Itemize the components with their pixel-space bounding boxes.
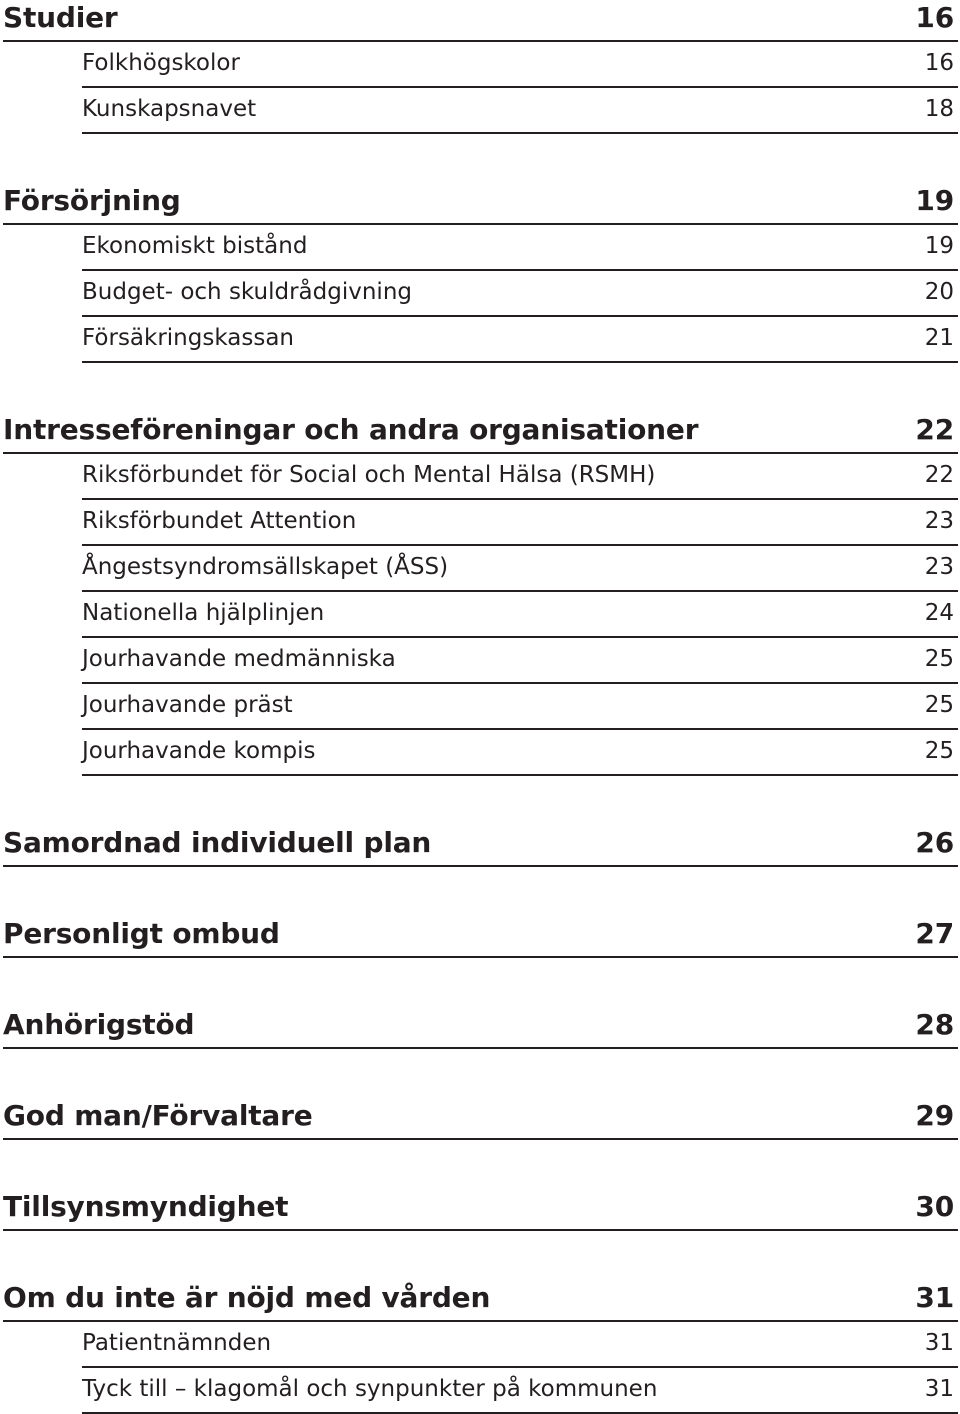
toc-heading-page: 19	[915, 184, 954, 217]
toc-heading-title: Anhörigstöd	[3, 1008, 195, 1041]
toc-entry-label: Patientnämnden	[82, 1330, 272, 1356]
toc-section	[0, 1280, 960, 1414]
toc-entry-label: Försäkringskassan	[82, 325, 294, 351]
toc-entry[interactable]	[82, 638, 958, 684]
toc-heading-page: 31	[915, 1281, 954, 1314]
toc-section	[0, 412, 960, 776]
section-spacer	[0, 1140, 960, 1189]
toc-heading[interactable]	[3, 183, 958, 225]
toc-heading-title: God man/Förvaltare	[3, 1099, 313, 1132]
toc-entry-label: Kunskapsnavet	[82, 96, 257, 122]
toc-heading[interactable]	[3, 825, 958, 867]
toc-heading-title: Intresseföreningar och andra organisationer	[3, 413, 699, 446]
toc-section	[0, 1007, 960, 1049]
toc-heading-page: 28	[915, 1008, 954, 1041]
toc-entry-page: 22	[924, 462, 954, 488]
toc-entry-label: Jourhavande kompis	[82, 738, 316, 764]
toc-heading-page: 30	[915, 1190, 954, 1223]
toc-entry-page: 24	[924, 600, 954, 626]
toc-entry-page: 20	[924, 279, 954, 305]
toc-entry[interactable]	[82, 225, 958, 271]
toc-entry[interactable]	[82, 271, 958, 317]
toc-entry[interactable]	[82, 454, 958, 500]
toc-section	[0, 0, 960, 134]
toc-entry-page: 19	[924, 233, 954, 259]
toc-entry-page: 25	[924, 646, 954, 672]
toc-entry-page: 31	[924, 1330, 954, 1356]
section-spacer	[0, 867, 960, 916]
toc-entry-page: 16	[924, 50, 954, 76]
toc-entry[interactable]	[82, 1368, 958, 1414]
toc-heading-title: Studier	[3, 1, 118, 34]
toc-entry-label: Folkhögskolor	[82, 50, 240, 76]
toc-heading[interactable]	[3, 412, 958, 454]
toc-heading[interactable]	[3, 1280, 958, 1322]
section-spacer	[0, 363, 960, 412]
toc-entry-label: Jourhavande medmänniska	[82, 646, 396, 672]
section-spacer	[0, 1049, 960, 1098]
toc-section	[0, 1098, 960, 1140]
toc-heading-title: Tillsynsmyndighet	[3, 1190, 289, 1223]
toc-heading[interactable]	[3, 0, 958, 42]
toc-entry-label: Riksförbundet för Social och Mental Hälsa (RSMH)	[82, 462, 656, 488]
toc-heading-page: 29	[915, 1099, 954, 1132]
toc-section	[0, 825, 960, 867]
section-spacer	[0, 776, 960, 825]
toc-entry[interactable]	[82, 684, 958, 730]
section-spacer	[0, 134, 960, 183]
toc-entry[interactable]	[82, 317, 958, 363]
toc-entry-label: Nationella hjälplinjen	[82, 600, 325, 626]
toc-entry-label: Jourhavande präst	[82, 692, 293, 718]
toc-entry-label: Riksförbundet Attention	[82, 508, 357, 534]
toc-entry-label: Ångestsyndromsällskapet (ÅSS)	[82, 554, 449, 580]
toc-entry-page: 18	[924, 96, 954, 122]
toc-entry[interactable]	[82, 592, 958, 638]
toc-entry[interactable]	[82, 1322, 958, 1368]
toc-heading-title: Om du inte är nöjd med vården	[3, 1281, 491, 1314]
toc-entry-page: 23	[924, 508, 954, 534]
toc-heading[interactable]	[3, 1098, 958, 1140]
toc-heading-page: 26	[915, 826, 954, 859]
toc-entry-page: 25	[924, 692, 954, 718]
toc-entry[interactable]	[82, 88, 958, 134]
section-spacer	[0, 958, 960, 1007]
toc-section	[0, 183, 960, 363]
toc-heading[interactable]	[3, 916, 958, 958]
toc-entry-page: 23	[924, 554, 954, 580]
toc-entry[interactable]	[82, 730, 958, 776]
toc-entry-label: Tyck till – klagomål och synpunkter på kommunen	[82, 1376, 658, 1402]
toc-heading-title: Försörjning	[3, 184, 181, 217]
toc-entry-label: Ekonomiskt bistånd	[82, 233, 308, 259]
toc-entry-label: Budget- och skuldrådgivning	[82, 279, 412, 305]
toc-entry-page: 31	[924, 1376, 954, 1402]
toc-heading-page: 27	[915, 917, 954, 950]
toc-heading-title: Samordnad individuell plan	[3, 826, 432, 859]
section-spacer	[0, 1231, 960, 1280]
toc-entry[interactable]	[82, 500, 958, 546]
toc-entry[interactable]	[82, 546, 958, 592]
toc-section	[0, 916, 960, 958]
toc-entry-page: 25	[924, 738, 954, 764]
toc-heading[interactable]	[3, 1007, 958, 1049]
toc-heading[interactable]	[3, 1189, 958, 1231]
toc-entry[interactable]	[82, 42, 958, 88]
toc-section	[0, 1189, 960, 1231]
toc-heading-page: 22	[915, 413, 954, 446]
toc-heading-page: 16	[915, 1, 954, 34]
toc-heading-title: Personligt ombud	[3, 917, 280, 950]
toc-entry-page: 21	[924, 325, 954, 351]
